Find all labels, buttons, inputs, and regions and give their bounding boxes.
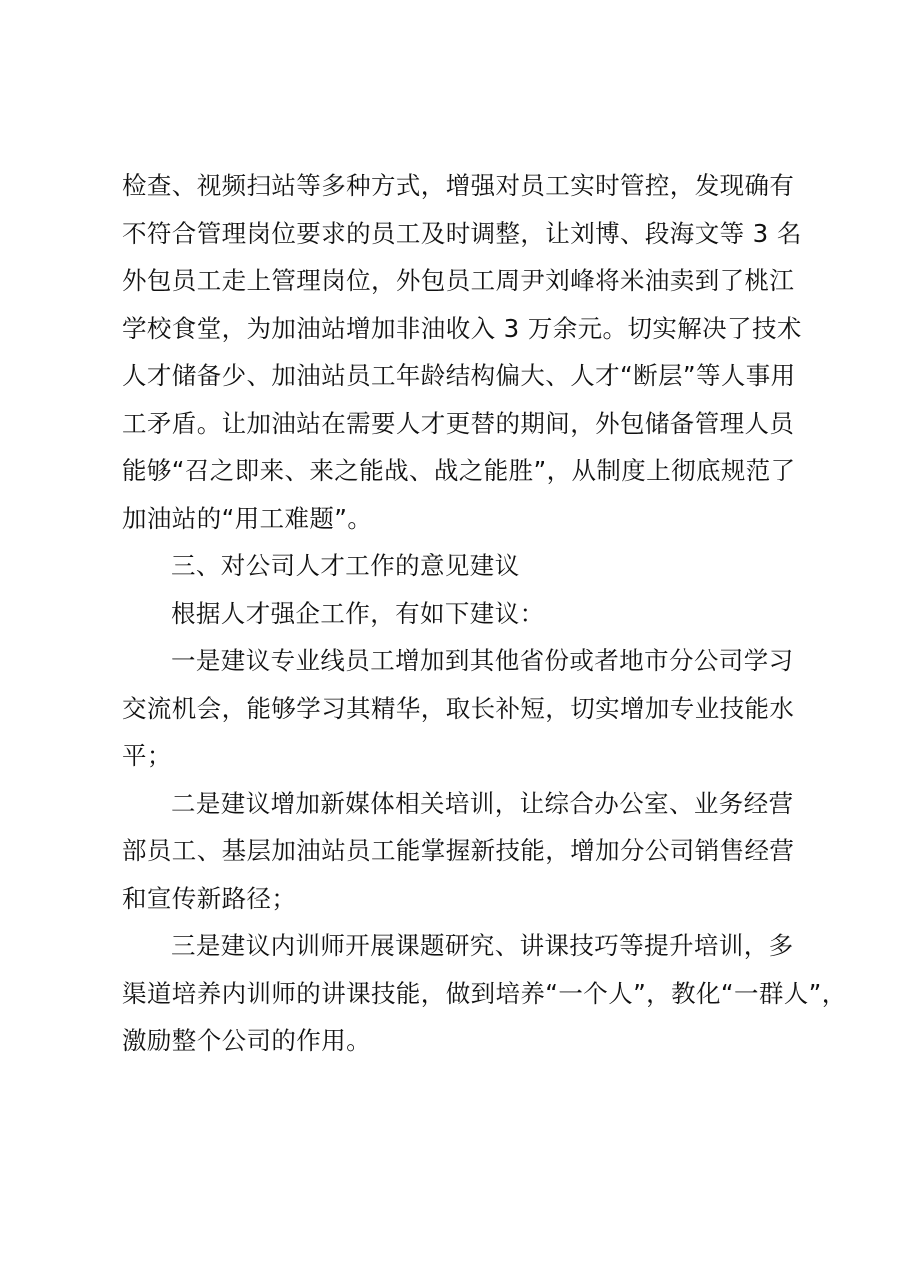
text-line: 平；	[122, 741, 172, 770]
intro-text: 根据人才强企工作，有如下建议：	[171, 598, 545, 628]
text-line: 学校食堂，为加油站增加非油收入 3 万余元。切实解决了技术	[122, 313, 802, 343]
text-line: 部员工、基层加油站员工能掌握新技能，增加分公司销售经营	[122, 836, 795, 865]
section-heading-text: 三、对公司人才工作的意见建议	[171, 551, 520, 580]
intro-paragraph	[122, 590, 812, 638]
suggestion-3	[122, 922, 847, 1065]
text-line: 工矛盾。让加油站在需要人才更替的期间，外包储备管理人员	[122, 408, 795, 438]
text-line: 一是建议专业线员工增加到其他省份或者地市分公司学习	[171, 646, 794, 675]
text-line: 渠道培养内训师的讲课技能，做到培养“一个人”，教化“一群人”，	[122, 978, 847, 1008]
paragraph-staffing-results	[122, 162, 812, 542]
text-line: 二是建议增加新媒体相关培训，让综合办公室、业务经营	[171, 788, 794, 818]
text-line: 加油站的“用工难题”。	[122, 503, 373, 533]
section-heading	[122, 542, 812, 590]
text-line: 检查、视频扫站等多种方式，增强对员工实时管控，发现确有	[122, 171, 795, 200]
text-line: 激励整个公司的作用。	[122, 1026, 371, 1055]
document-body	[122, 162, 847, 1065]
text-line: 不符合管理岗位要求的员工及时调整，让刘博、段海文等 3 名	[122, 218, 802, 248]
text-line: 能够“召之即来、来之能战、战之能胜”，从制度上彻底规范了	[122, 456, 796, 485]
suggestion-2	[122, 780, 812, 923]
suggestion-1	[122, 637, 812, 780]
text-line: 外包员工走上管理岗位，外包员工周尹刘峰将米油卖到了桃江	[122, 266, 795, 295]
text-line: 交流机会，能够学习其精华，取长补短，切实增加专业技能水	[122, 693, 795, 723]
text-line: 人才储备少、加油站员工年龄结构偏大、人才“断层”等人事用	[122, 361, 796, 390]
text-line: 和宣传新路径；	[122, 883, 297, 913]
text-line: 三是建议内训师开展课题研究、讲课技巧等提升培训，多	[171, 931, 794, 960]
